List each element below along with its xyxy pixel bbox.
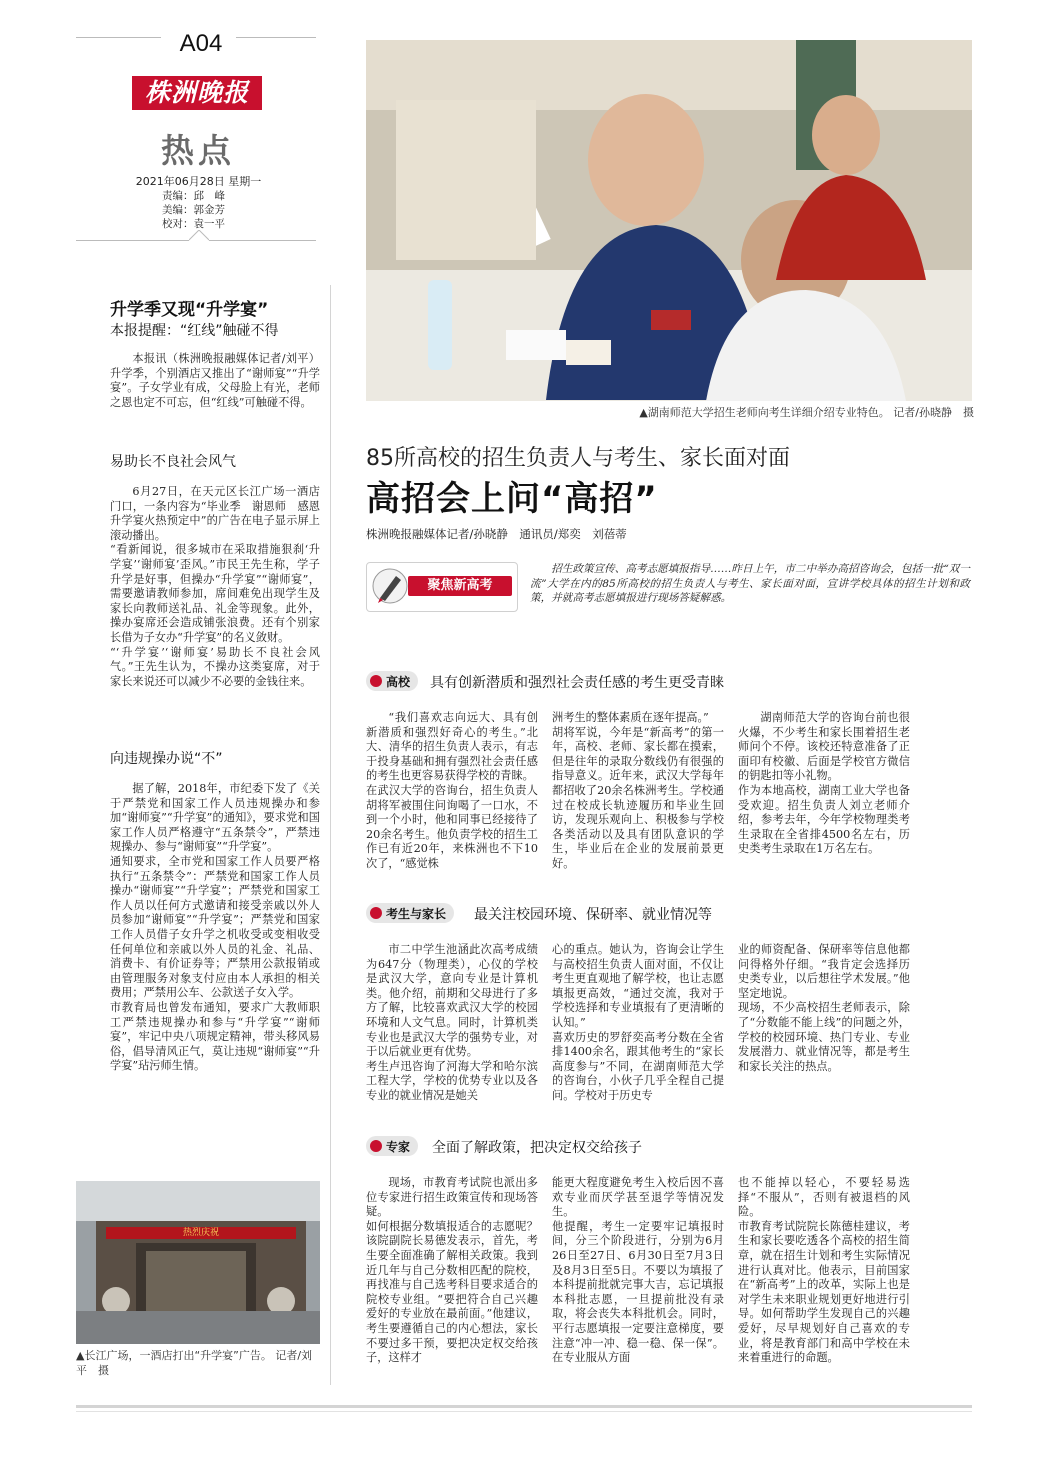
hotel-photo-caption: ▲长江广场，一酒店打出“升学宴”广告。 记者/刘平 摄 xyxy=(76,1349,313,1377)
section-students-header xyxy=(366,901,966,925)
left-article-headline: 升学季又现“升学宴” xyxy=(110,300,269,320)
proofreader-line: 校对：袁一平 xyxy=(162,218,225,230)
main-intro: 招生政策宣传、高考志愿填报指导……昨日上午，市二中举办高招咨询会，包括一批“双一流”大学在内的85所高校的招生负责人与考生、家长面对面，宣讲学校具体的招生计划和政策，并就高考志愿填报进行现场答疑解惑。 xyxy=(530,563,970,604)
left-article-subhead: 本报提醒：“红线”触碰不得 xyxy=(110,323,279,339)
masthead-notch-icon xyxy=(189,230,209,244)
section-universities-tag xyxy=(366,671,418,691)
masthead-top-rule xyxy=(76,37,161,38)
section-universities-tag-label: 高校 xyxy=(386,674,411,689)
section-experts-col-1: 现场，市教育考试院也派出多位专家进行招生政策宣传和现场答疑。 如何根据分数填报适合的志愿呢？该院副院长易德发表示，首先，考生要全面准确了解相关政策。我到近几年与自己分数相匹配的院校，再找准与自己选考科目要求适合的院校专业组。“要把符合自己兴趣爱好的专业放在最前面。”他建议，考生要遵循自己的内心想法，家长不要过多干预，要把决定权交给孩子，这样才 xyxy=(366,1176,538,1365)
bottom-rule xyxy=(76,1405,972,1408)
section-experts-title: 全面了解政策，把决定权交给孩子 xyxy=(432,1140,642,1156)
bottom-rule-thin xyxy=(76,1411,972,1412)
section-dot-icon xyxy=(370,1140,382,1152)
section-experts-col-2: 能更大程度避免考生入校后因不喜欢专业而厌学甚至退学等情况发生。 他提醒，考生一定要牢记填报时间，分三个阶段进行，分别为6月26日至27日、6月30日至7月3日及8月3日至5日。不要以为填报了本科提前批就完事大吉，忘记填报本科批志愿，一旦提前批没有录取，将会丧失本科批机会。同时，平行志愿填报一定要注意梯度，要注意“冲一冲、稳一稳、保一保”。在专业服从方面 xyxy=(552,1176,724,1365)
hotel-photo xyxy=(76,1181,320,1344)
section-students-tag xyxy=(366,903,454,923)
left-article-para-2: 据了解，2018年，市纪委下发了《关于严禁党和国家工作人员违规操办和参加“谢师宴”“升学宴”的通知》，要求党和国家工作人员严格遵守“五条禁令”，严禁违规操办、参与“谢师宴”“升学宴”。 通知要求，全市党和国家工作人员要严格执行“五条禁令”：严禁党和国家工作人员操办“谢师宴”“升学宴”；严禁党和国家工作人员以任何方式邀请和接受亲戚以外人员参加“谢师宴”“升学宴”；严禁党和国家工作人员借子女升学之机收受或变相收受任何单位和亲戚以外人员的礼金、礼品、消费卡、有价证券等；严禁用公款报销或由管理服务对象支付应由本人承担的相关费用；严禁用公车、公款送子女入学。 市教育局也曾发布通知，要求广大教师职工严禁违规操办和参与“升学宴”“谢师宴”，牢记中央八项规定精神，带头移风易俗，倡导清风正气，莫让违规“谢师宴”“升学宴”玷污师生情。 xyxy=(110,782,320,1073)
left-sub-heading-2: 向违规操办说“不” xyxy=(110,751,223,767)
date-line: 2021年06月28日 星期一 xyxy=(135,175,262,188)
section-students-col-3: 业的师资配备、保研率等信息他都问得格外仔细。“我肯定会选择历史类专业，以后想往学术发展。”他坚定地说。 现场，不少高校招生老师表示，除了“分数能不能上线”的问题之外，学校的校园环境、热门专业、专业发展潜力、就业情况等，都是考生和家长关注的热点。 xyxy=(738,943,910,1073)
section-universities-col-2: 洲考生的整体素质在逐年提高。” 胡将军说，今年是“新高考”的第一年，高校、老师、家长都在摸索，但是往年的录取分数线仍有很强的指导意义。近年来，武汉大学每年都招收了20余名株洲考生。学校通过在校成长轨迹履历和毕业生回访，发现乐观向上、积极参与学校各类活动以及具有团队意识的学生，毕业后在企业的发展前景更好。 xyxy=(552,711,724,870)
section-experts-header xyxy=(366,1134,966,1158)
hotel-photo-drawing xyxy=(76,1181,320,1344)
main-headline: 高招会上问“高招” xyxy=(366,479,658,519)
hotel-led-sign: 热烈庆祝 xyxy=(182,1228,219,1238)
main-kicker: 85所高校的招生负责人与考生、家长面对面 xyxy=(366,446,790,471)
focus-badge-label: 聚焦新高考 xyxy=(408,576,512,596)
section-universities-col-3: 湖南师范大学的咨询台前也很火爆，不少考生和家长围着招生老师问个不停。该校还特意准备了正面印有校徽、后面是学校官方微信的钥匙扣等小礼物。 作为本地高校，湖南工业大学也备受欢迎。招生负责人刘立老师介绍，参考去年，今年学校物理类考生录取在全省排4500名左右，历史类考生录取在1万名左右。 xyxy=(738,711,910,856)
section-dot-icon xyxy=(370,675,382,687)
paper-name-logo: 株洲晚报 xyxy=(132,76,262,110)
section-students-col-1: 市二中学生池涵此次高考成绩为647分（物理类），心仪的学校是武汉大学，意向专业是计算机类。他介绍，前期和父母进行了多方了解，比较喜欢武汉大学的校园环境和人文气息。同时，计算机类专业也是武汉大学的强势专业，对于以后就业更有优势。 考生卢迅咨询了河海大学和哈尔滨工程大学，学校的优势专业以及各专业的就业情况是她关 xyxy=(366,943,538,1102)
section-universities-header xyxy=(366,669,966,693)
page-number: A04 xyxy=(179,30,223,57)
pen-icon xyxy=(370,566,410,606)
section-students-tag-label: 考生与家长 xyxy=(386,906,447,921)
masthead xyxy=(76,30,316,260)
consultation-photo-caption: ▲湖南师范大学招生老师向考生详细介绍专业特色。 记者/孙晓静 摄 xyxy=(639,406,974,419)
section-name: 热点 xyxy=(161,131,235,170)
masthead-bottom-rule-right xyxy=(209,240,316,241)
designer-line: 美编：郭金芳 xyxy=(162,204,225,216)
column-divider xyxy=(330,285,331,1385)
masthead-top-rule-right xyxy=(236,37,316,38)
left-article-para-1: 6月27日，在天元区长江广场一酒店门口，一条内容为“毕业季 谢恩师 感恩升学宴火热预定中”的广告在电子显示屏上滚动播出。 “看新闻说，很多城市在采取措施狠刹‘升学宴’‘谢师宴’歪风。”市民王先生称，学子升学是好事，但操办“升学宴”“谢师宴”，需要邀请教师参加，席间难免出现学生及家长向教师送礼品、礼金等现象。此外，操办宴席还会造成铺张浪费。还有个别家长借为子女办“升学宴”的名义敛财。 “‘升学宴’‘谢师宴’易助长不良社会风气。”王先生认为，不操办这类宴席，对于家长来说还可以减少不必要的金钱往来。 xyxy=(110,485,320,688)
left-sub-heading-1: 易助长不良社会风气 xyxy=(110,454,236,470)
left-article-lead: 本报讯（株洲晚报融媒体记者/刘平）升学季，个别酒店又推出了“谢师宴”“升学宴”。子女学业有成，父母脸上有光，老师之恩也定不可忘，但“红线”可触碰不得。 xyxy=(110,352,320,409)
consultation-photo xyxy=(366,40,972,401)
section-dot-icon xyxy=(370,907,382,919)
main-byline: 株洲晚报融媒体记者/孙晓静 通讯员/郑奕 刘蓓蒂 xyxy=(366,527,627,541)
consultation-photo-drawing xyxy=(366,40,972,401)
editor-line: 责编：邱 峰 xyxy=(162,190,225,202)
section-universities-col-1: “我们喜欢志向远大、具有创新潜质和强烈好奇心的考生。”北大、清华的招生负责人表示，有志于投身基础和拥有强烈社会责任感的考生也更容易获得学校的青睐。 在武汉大学的咨询台，招生负责人胡将军被围住问询喝了一口水，不到一个小时，他和同事已经接待了20余名考生。他负责学校的招生工作已有近20年，来株洲也不下10次了，“感觉株 xyxy=(366,711,538,870)
section-experts-tag-label: 专家 xyxy=(386,1139,411,1154)
section-experts-col-3: 也不能掉以轻心，不要轻易选择“不服从”，否则有被退档的风险。 市教育考试院院长陈德桂建议，考生和家长要吃透各个高校的招生简章，就在招生计划和考生实际情况进行认真对比。他表示，目前国家在“新高考”上的改革，实际上也是对学生未来职业规划更好地进行引导。如何帮助学生发现自己的兴趣爱好，尽早规划好自己喜欢的专业，将是教育部门和高中学校在未来着重进行的命题。 xyxy=(738,1176,910,1365)
section-students-title: 最关注校园环境、保研率、就业情况等 xyxy=(474,907,712,923)
section-universities-title: 具有创新潜质和强烈社会责任感的考生更受青睐 xyxy=(430,675,724,691)
focus-badge xyxy=(366,562,516,610)
section-students-col-2: 心的重点。她认为，咨询会让学生与高校招生负责人面对面，不仅让考生更直观地了解学校，也让志愿填报更高效，“通过交流，我对于学校选择和专业填报有了更清晰的认知。” 喜欢历史的罗舒奕高考分数在全省排1400余名，跟其他考生的“家长高度参与”不同，在湖南师范大学的咨询台，小伙子几乎全程自己提问。学校对于历史专 xyxy=(552,943,724,1102)
masthead-bottom-rule xyxy=(76,240,189,241)
section-experts-tag xyxy=(366,1136,418,1156)
